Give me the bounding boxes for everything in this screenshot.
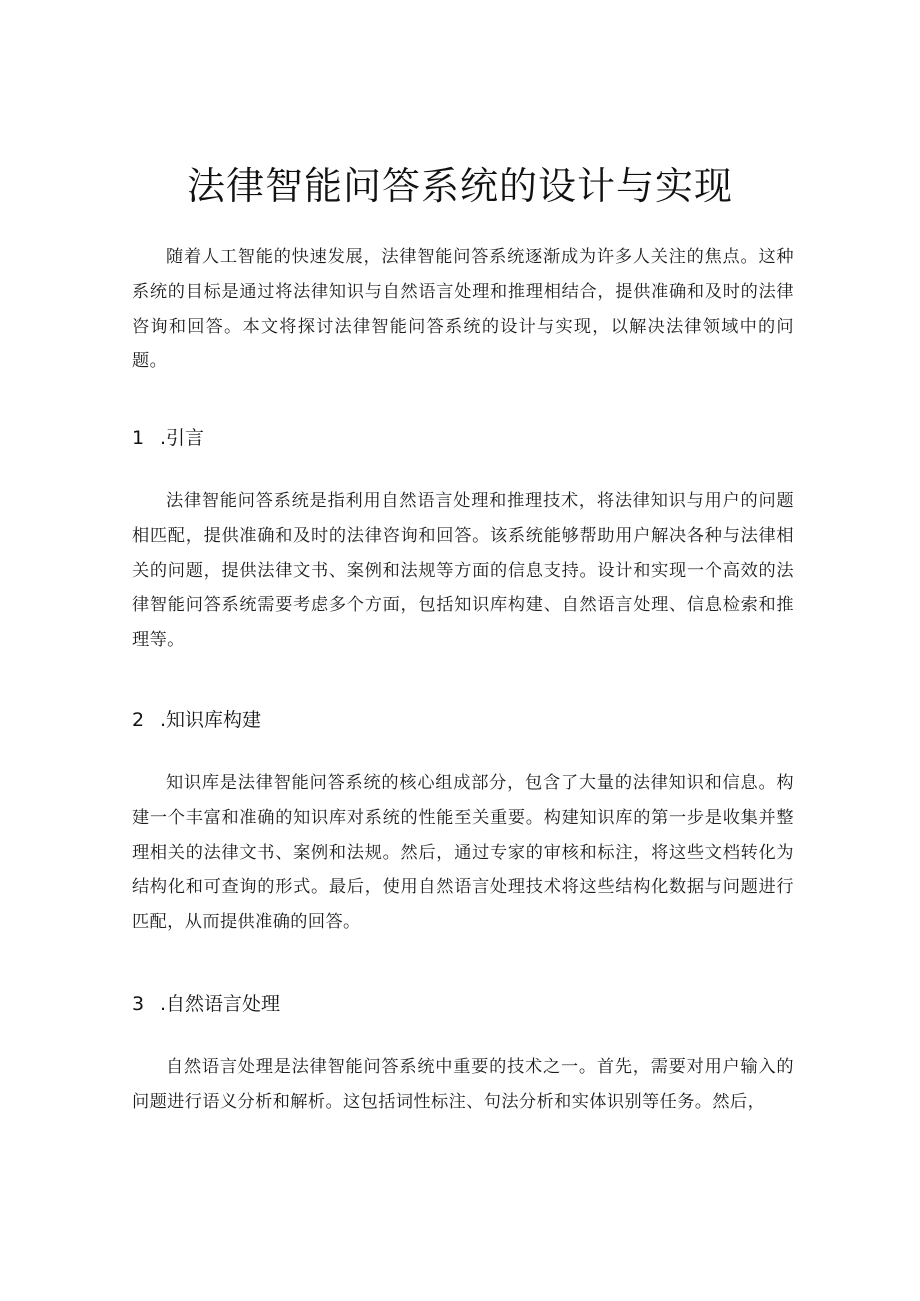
section-2-title: .知识库构建 <box>160 709 262 731</box>
section-2-heading <box>132 706 261 734</box>
section-2-body: 知识库是法律智能问答系统的核心组成部分，包含了大量的法律知识和信息。构建一个丰富和准确的知识库对系统的性能至关重要。构建知识库的第一步是收集并整理相关的法律文书、案例和法规。然后，通过专家的审核和标注，将这些文档转化为结构化和可查询的形式。最后，使用自然语言处理技术将这些结构化数据与问题进行匹配，从而提供准确的回答。 <box>132 773 794 933</box>
section-3-body: 自然语言处理是法律智能问答系统中重要的技术之一。首先，需要对用户输入的问题进行语义分析和解析。这包括词性标注、句法分析和实体识别等任务。然后， <box>132 1057 794 1112</box>
section-3-number: 3 <box>132 993 145 1015</box>
section-1-title: .引言 <box>160 427 205 449</box>
document-title: 法律智能问答系统的设计与实现 <box>186 164 733 208</box>
section-3-title: .自然语言处理 <box>160 993 281 1015</box>
section-3-heading <box>132 990 280 1018</box>
section-1-heading <box>132 424 204 452</box>
section-2-number: 2 <box>132 709 145 731</box>
intro-paragraph: 随着人工智能的快速发展，法律智能问答系统逐渐成为许多人关注的焦点。这种系统的目标是通过将法律知识与自然语言处理和推理相结合，提供准确和及时的法律咨询和回答。本文将探讨法律智能问答系统的设计与实现，以解决法律领域中的问题。 <box>132 247 794 372</box>
section-1-body: 法律智能问答系统是指利用自然语言处理和推理技术，将法律知识与用户的问题相匹配，提供准确和及时的法律咨询和回答。该系统能够帮助用户解决各种与法律相关的问题，提供法律文书、案例和法规等方面的信息支持。设计和实现一个高效的法律智能问答系统需要考虑多个方面，包括知识库构建、自然语言处理、信息检索和推理等。 <box>132 491 794 651</box>
section-1-number: 1 <box>132 427 145 449</box>
